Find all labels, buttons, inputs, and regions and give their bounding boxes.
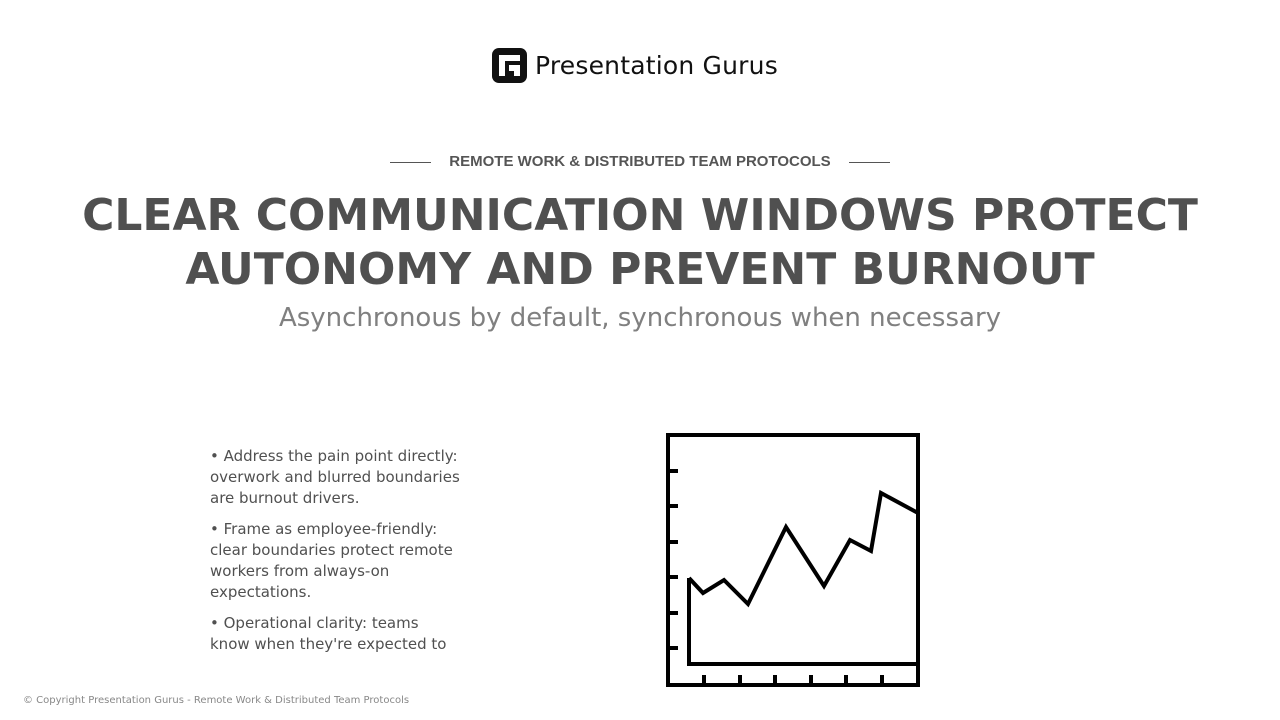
slide-subtitle: Asynchronous by default, synchronous when necessary	[278, 303, 1002, 333]
line-chart-icon	[666, 432, 920, 688]
brand-logo	[492, 47, 778, 83]
footer-copyright: © Copyright Presentation Gurus - Remote Work & Distributed Team Protocols	[23, 695, 410, 706]
slide-headline: CLEAR COMMUNICATION WINDOWS PROTECT AUTONOMY AND PREVENT BURNOUT	[82, 190, 1198, 295]
bullet-item: • Operational clarity: teams know when they're expected to	[210, 614, 447, 653]
bullet-item: • Address the pain point directly: overwork and blurred boundaries are burnout drivers.	[210, 447, 460, 507]
bullet-list	[210, 446, 460, 665]
bullet-item: • Frame as employee-friendly: clear boundaries protect remote workers from always-on expectations.	[210, 520, 453, 601]
brand-name: Presentation Gurus	[535, 50, 778, 80]
kicker-text: REMOTE WORK & DISTRIBUTED TEAM PROTOCOLS	[449, 153, 831, 170]
presentation-gurus-logo-icon	[492, 48, 527, 83]
section-kicker	[0, 152, 1280, 172]
kicker-divider-right	[849, 162, 890, 163]
kicker-divider-left	[390, 162, 431, 163]
